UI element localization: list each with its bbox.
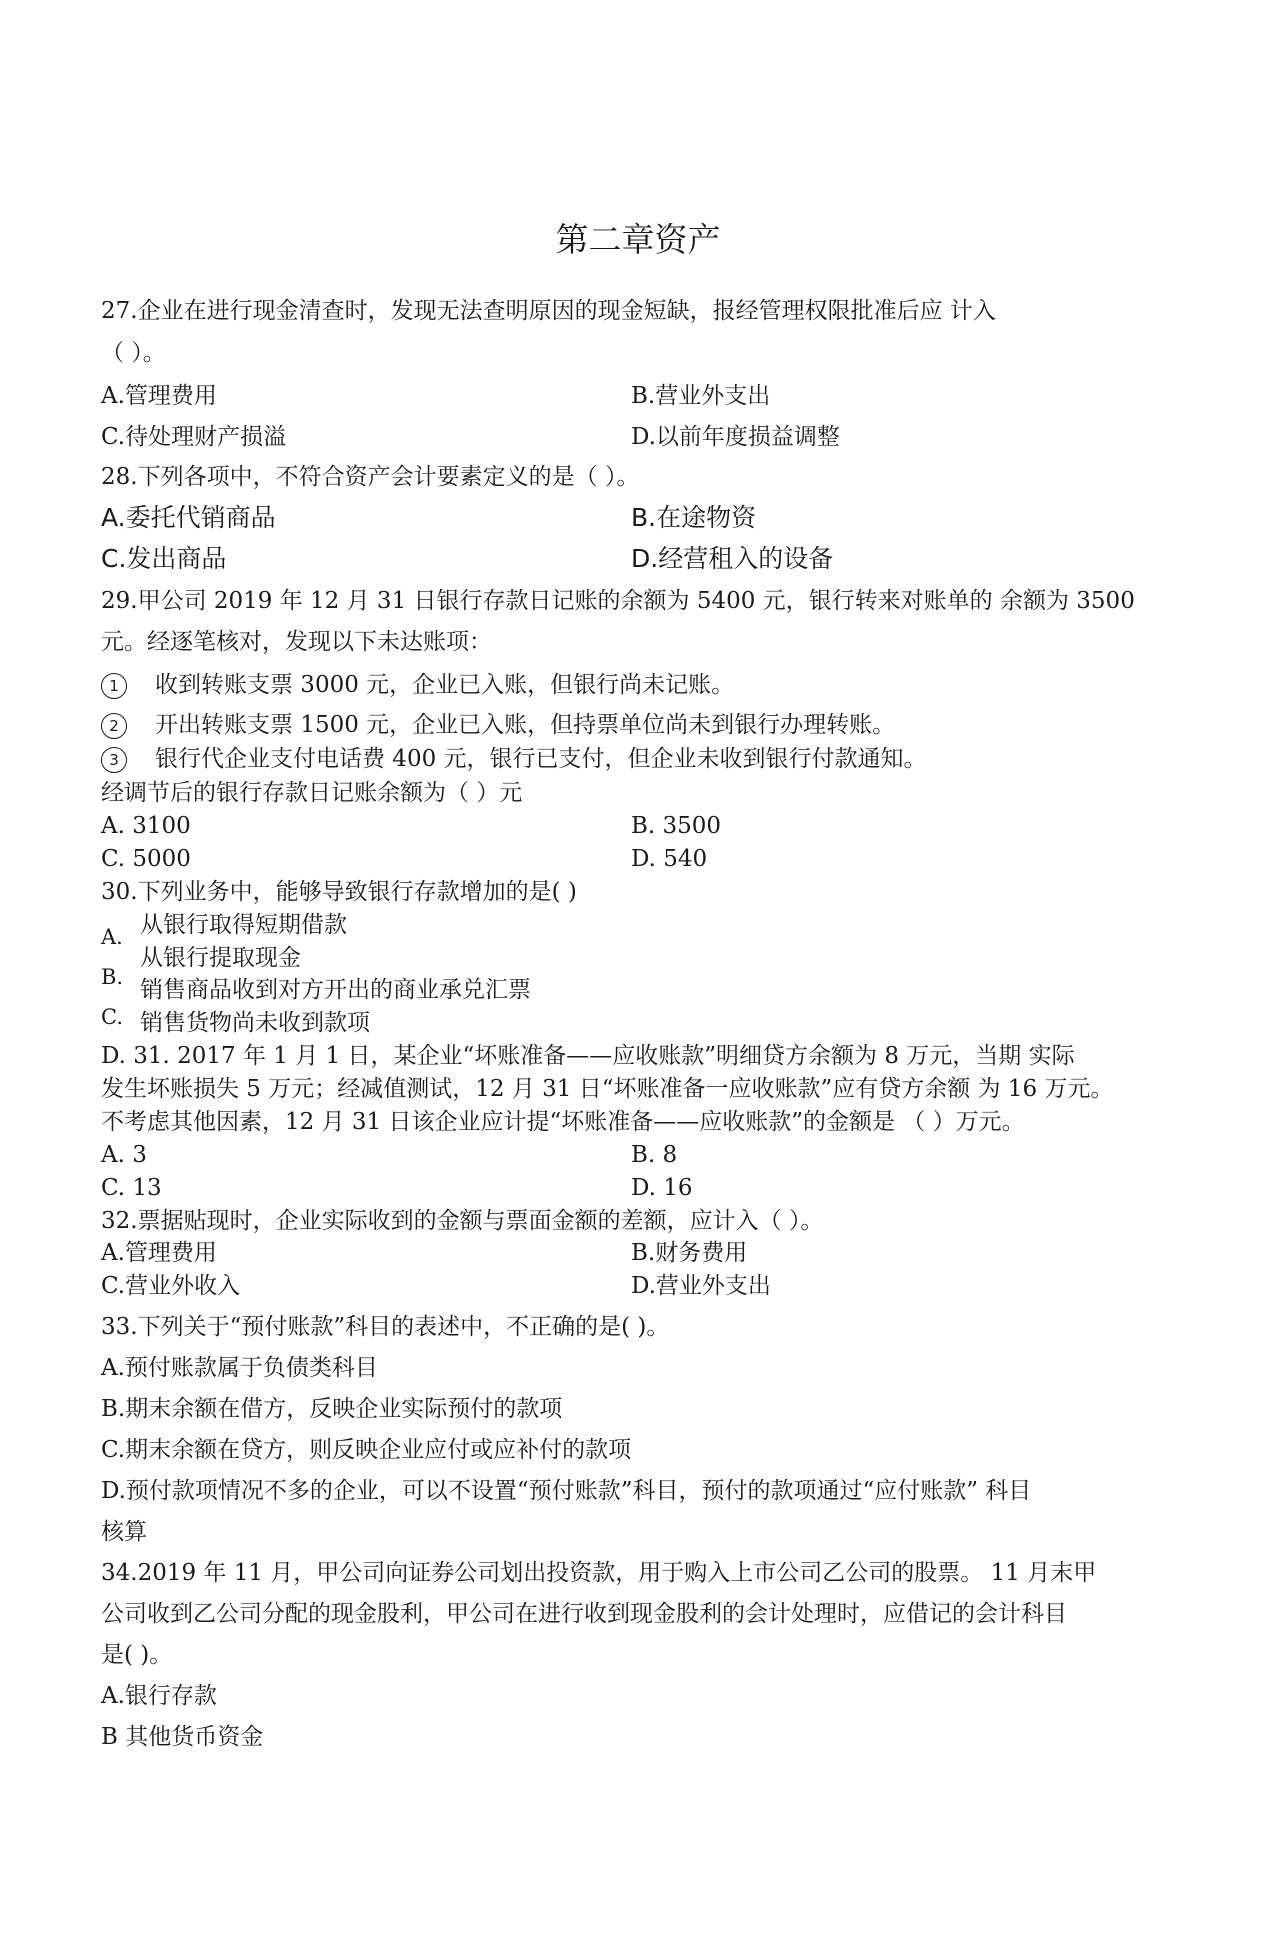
question-32-stem: 32.票据贴现时，企业实际收到的金额与票面金额的差额，应计入（ ）。 — [101, 1208, 824, 1234]
question-31-line-2: 发生坏账损失 5 万元；经减值测试，12 月 31 日“坏账准备一应收账款”应有贷方余额 为 16 万元。 — [101, 1076, 1114, 1102]
circled-number-1: 1 — [101, 673, 127, 699]
question-34-line-2: 公司收到乙公司分配的现金股利，甲公司在进行收到现金股利的会计处理时，应借记的会计科目 — [101, 1601, 1067, 1627]
question-31-option-b: B. 8 — [631, 1142, 678, 1168]
question-29-item-3-text: 银行代企业支付电话费 400 元，银行已支付，但企业未收到银行付款通知。 — [155, 746, 927, 772]
question-28-option-b: B.在途物资 — [631, 503, 757, 532]
question-29-option-c: C. 5000 — [101, 846, 191, 872]
question-27-stem: 27.企业在进行现金清查时，发现无法查明原因的现金短缺，报经管理权限批准后应 计入 — [101, 298, 996, 324]
question-28-option-c: C.发出商品 — [101, 544, 227, 573]
question-31-line-3: 不考虑其他因素，12 月 31 日该企业应计提“坏账准备——应收账款”的金额是 （ ）万元。 — [101, 1109, 1025, 1135]
question-29-line-2: 元。经逐笔核对，发现以下未达账项： — [101, 629, 492, 655]
question-29-item-3 — [101, 744, 927, 774]
question-30-option-4: 销售货物尚未收到款项 — [140, 1010, 370, 1036]
circled-number-2: 2 — [101, 713, 127, 739]
question-34-line-3: 是( )。 — [101, 1642, 173, 1668]
question-28-stem: 28.下列各项中，不符合资产会计要素定义的是（ ）。 — [101, 464, 640, 490]
question-32-option-a: A.管理费用 — [101, 1240, 217, 1266]
question-31-line-1: D. 31. 2017 年 1 月 1 日，某企业“坏账准备——应收账款”明细贷方余额为 8 万元，当期 实际 — [101, 1043, 1075, 1069]
question-33-stem: 33.下列关于“预付账款”科目的表述中，不正确的是( )。 — [101, 1314, 670, 1340]
question-29-item-2 — [101, 710, 895, 740]
question-29-option-a: A. 3100 — [101, 813, 191, 839]
question-29-option-b: B. 3500 — [631, 813, 722, 839]
question-27-blank: （ ）。 — [101, 340, 166, 366]
question-30-option-3: 销售商品收到对方开出的商业承兑汇票 — [140, 977, 531, 1003]
question-33-option-c: C.期末余额在贷方，则反映企业应付或应补付的款项 — [101, 1437, 632, 1463]
question-33-option-d-line-1: D.预付款项情况不多的企业，可以不设置“预付账款”科目，预付的款项通过“应付账款” 科目 — [101, 1478, 1032, 1504]
question-34-line-1: 34.2019 年 11 月，甲公司向证券公司划出投资款，用于购入上市公司乙公司的股票。 11 月末甲 — [101, 1560, 1097, 1586]
question-27-option-a: A.管理费用 — [101, 383, 217, 409]
question-32-option-b: B.财务费用 — [631, 1240, 748, 1266]
question-32-option-c: C.营业外收入 — [101, 1273, 241, 1299]
question-30-stem: 30.下列业务中，能够导致银行存款增加的是( ) — [101, 879, 577, 905]
question-30-label-c: C. — [101, 1005, 123, 1029]
question-30-label-b: B. — [101, 965, 124, 989]
question-31-option-d: D. 16 — [631, 1175, 693, 1201]
question-34-option-b: B 其他货币资金 — [101, 1724, 264, 1750]
question-29-line-1: 29.甲公司 2019 年 12 月 31 日银行存款日记账的余额为 5400 元，银行转来对账单的 余额为 3500 — [101, 588, 1135, 614]
question-27-option-c: C.待处理财产损溢 — [101, 424, 287, 450]
question-31-option-c: C. 13 — [101, 1175, 162, 1201]
circled-number-3: 3 — [101, 747, 127, 773]
question-28-option-a: A.委托代销商品 — [101, 503, 276, 532]
question-33-option-b: B.期末余额在借方，反映企业实际预付的款项 — [101, 1396, 563, 1422]
question-33-option-d-line-2: 核算 — [101, 1519, 147, 1545]
question-29-option-d: D. 540 — [631, 846, 708, 872]
question-33-option-a: A.预付账款属于负债类科目 — [101, 1355, 378, 1381]
question-29-item-1-text: 收到转账支票 3000 元，企业已入账，但银行尚未记账。 — [155, 672, 735, 698]
question-32-option-d: D.营业外支出 — [631, 1273, 771, 1299]
question-30-label-a: A. — [101, 925, 123, 949]
question-29-line-3: 经调节后的银行存款日记账余额为（ ）元 — [101, 780, 523, 806]
page-title: 第二章资产 — [555, 220, 721, 259]
question-30-option-1: 从银行取得短期借款 — [140, 912, 347, 938]
question-28-option-d: D.经营租入的设备 — [631, 544, 834, 573]
question-31-option-a: A. 3 — [101, 1142, 147, 1168]
question-30-option-2: 从银行提取现金 — [140, 945, 301, 971]
question-27-option-b: B.营业外支出 — [631, 383, 771, 409]
question-29-item-2-text: 开出转账支票 1500 元，企业已入账，但持票单位尚未到银行办理转账。 — [155, 712, 896, 738]
question-34-option-a: A.银行存款 — [101, 1683, 217, 1709]
question-29-item-1 — [101, 670, 734, 700]
question-27-option-d: D.以前年度损益调整 — [631, 424, 840, 450]
